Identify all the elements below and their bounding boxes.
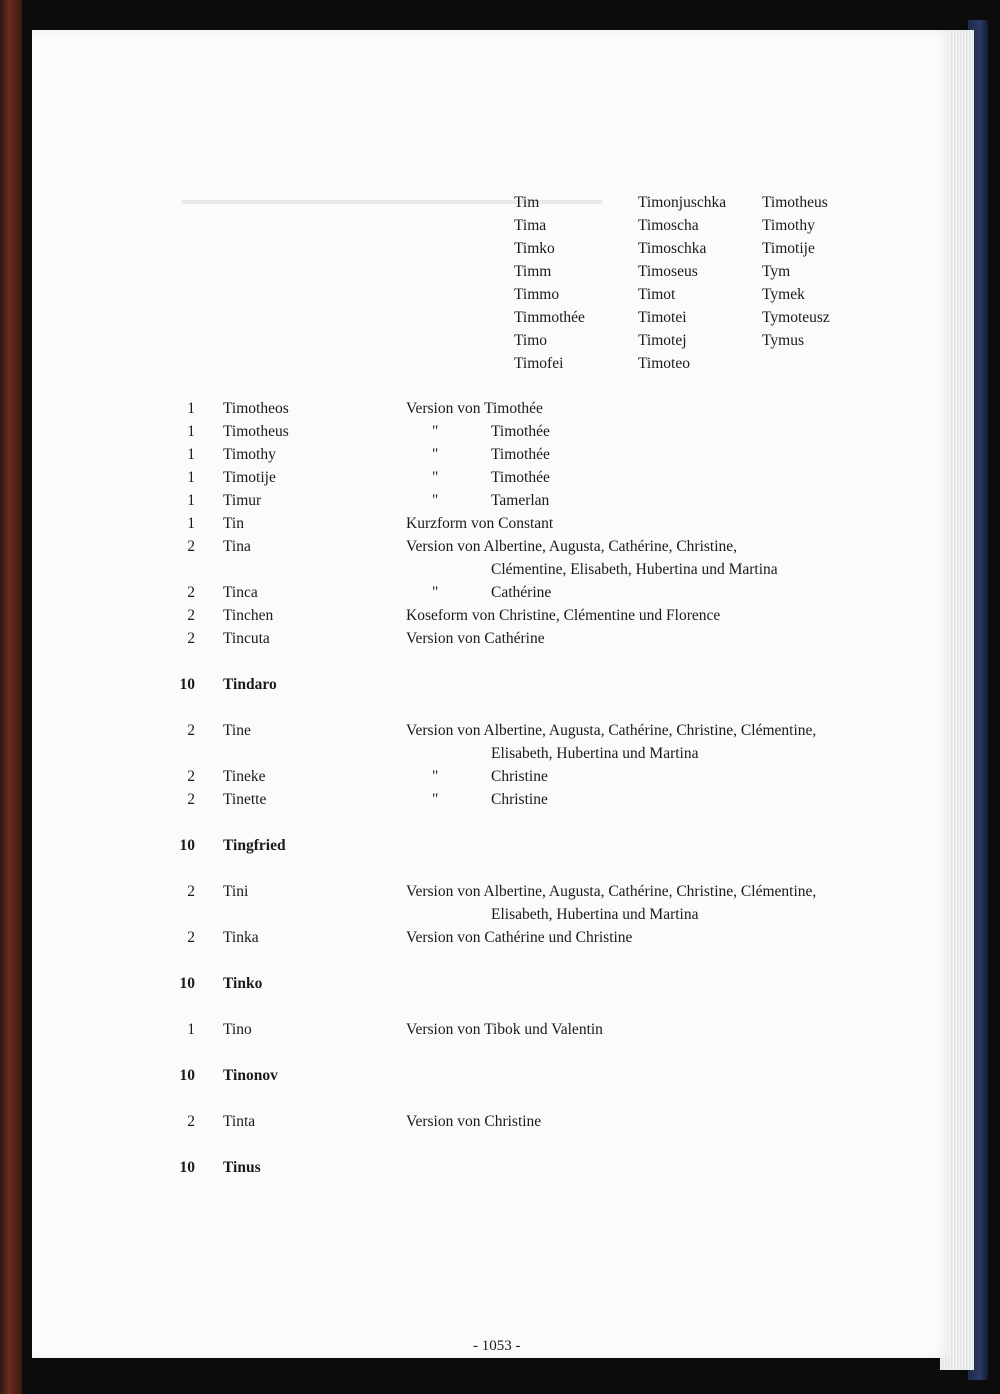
ditto-mark: " <box>432 446 439 463</box>
entry-name: Tingfried <box>223 837 286 854</box>
entry-definition: Version von Albertine, Augusta, Cathérine, Christine, Clémentine, <box>406 883 817 900</box>
top-name-3: Tymek <box>762 286 805 303</box>
entry-name: Tine <box>223 722 251 739</box>
entry-definition: Koseform von Christine, Clémentine und Florence <box>406 607 721 624</box>
entry-definition: Version von Cathérine und Christine <box>406 929 633 946</box>
entry-number: 2 <box>187 929 195 946</box>
ditto-mark: " <box>432 492 439 509</box>
top-name-3: Tym <box>762 263 791 280</box>
entry-name: Timothy <box>223 446 276 463</box>
top-name-1: Timmothée <box>514 309 585 326</box>
entry-name: Timur <box>223 492 262 509</box>
entry-definition: Version von Christine <box>406 1113 542 1130</box>
entry-name: Tini <box>223 883 249 900</box>
entry-name: Tinette <box>223 791 267 808</box>
ditto-mark: " <box>432 469 439 486</box>
entry-number: 1 <box>187 423 195 440</box>
top-name-2: Timotei <box>638 309 687 326</box>
entry-number: 10 <box>179 1067 195 1084</box>
entry-number: 1 <box>187 446 195 463</box>
entry-number: 2 <box>187 722 195 739</box>
entry-name: Tindaro <box>223 676 277 693</box>
entry-name: Tinka <box>223 929 259 946</box>
entry-name: Tinko <box>223 975 263 992</box>
book-spine <box>0 0 22 1394</box>
entry-name: Tineke <box>223 768 266 785</box>
top-name-1: Tima <box>514 217 547 234</box>
entry-number: 1 <box>187 469 195 486</box>
entry-number: 2 <box>187 607 195 624</box>
ditto-mark: " <box>432 584 439 601</box>
entry-name: Timotheus <box>223 423 289 440</box>
entry-number: 2 <box>187 768 195 785</box>
entry-name: Tina <box>223 538 251 555</box>
top-name-1: Timofei <box>514 355 564 372</box>
top-name-2: Timoscha <box>638 217 699 234</box>
top-name-2: Timoteo <box>638 355 690 372</box>
entry-definition-continued: Clémentine, Elisabeth, Hubertina und Martina <box>491 561 778 578</box>
top-name-2: Timoseus <box>638 263 698 280</box>
top-name-1: Timo <box>514 332 548 349</box>
entry-name: Tincuta <box>223 630 270 647</box>
entry-name: Timotije <box>223 469 276 486</box>
entry-definition: Version von Albertine, Augusta, Cathérine, Christine, <box>406 538 738 555</box>
entry-definition: Timothée <box>491 446 550 463</box>
entry-number: 10 <box>179 975 195 992</box>
entry-number: 2 <box>187 584 195 601</box>
entry-definition-continued: Elisabeth, Hubertina und Martina <box>491 906 699 923</box>
top-name-3: Timotheus <box>762 194 828 211</box>
top-name-3: Timotije <box>762 240 815 257</box>
ditto-mark: " <box>432 768 439 785</box>
entry-number: 10 <box>179 676 195 693</box>
top-name-1: Timko <box>514 240 555 257</box>
entry-definition: Kurzform von Constant <box>406 515 554 532</box>
entry-definition: Cathérine <box>491 584 552 601</box>
entry-name: Timotheos <box>223 400 289 417</box>
entry-definition: Version von Timothée <box>406 400 543 417</box>
entry-number: 1 <box>187 400 195 417</box>
entry-definition-continued: Elisabeth, Hubertina und Martina <box>491 745 699 762</box>
entry-number: 2 <box>187 1113 195 1130</box>
entry-name: Tin <box>223 515 244 532</box>
top-name-3: Tymus <box>762 332 804 349</box>
top-name-1: Timmo <box>514 286 560 303</box>
top-name-2: Timot <box>638 286 676 303</box>
ditto-mark: " <box>432 423 439 440</box>
top-name-2: Timonjuschka <box>638 194 727 211</box>
entry-definition: Christine <box>491 768 548 785</box>
top-name-3: Tymoteusz <box>762 309 830 326</box>
entry-name: Tinchen <box>223 607 274 624</box>
top-name-1: Tim <box>514 194 540 211</box>
entry-name: Tinonov <box>223 1067 278 1084</box>
top-name-3: Timothy <box>762 217 815 234</box>
entry-number: 1 <box>187 515 195 532</box>
entry-definition: Tamerlan <box>491 492 550 509</box>
entry-number: 2 <box>187 538 195 555</box>
entry-definition: Christine <box>491 791 548 808</box>
entry-number: 1 <box>187 1021 195 1038</box>
entry-number: 2 <box>187 630 195 647</box>
entry-name: Tinta <box>223 1113 256 1130</box>
entry-number: 10 <box>179 837 195 854</box>
entry-definition: Timothée <box>491 469 550 486</box>
entry-name: Tino <box>223 1021 252 1038</box>
entry-number: 1 <box>187 492 195 509</box>
entry-name: Tinus <box>223 1159 261 1176</box>
entry-number: 10 <box>179 1159 195 1176</box>
entry-definition: Timothée <box>491 423 550 440</box>
ditto-mark: " <box>432 791 439 808</box>
entry-name: Tinca <box>223 584 258 601</box>
entry-definition: Version von Cathérine <box>406 630 545 647</box>
top-name-2: Timotej <box>638 332 687 349</box>
entry-definition: Version von Albertine, Augusta, Cathérine, Christine, Clémentine, <box>406 722 817 739</box>
entry-number: 2 <box>187 791 195 808</box>
page-number: - 1053 - <box>473 1338 521 1354</box>
top-name-1: Timm <box>514 263 552 280</box>
entry-definition: Version von Tibok und Valentin <box>406 1021 603 1038</box>
top-name-2: Timoschka <box>638 240 707 257</box>
book-page <box>32 30 950 1358</box>
entry-number: 2 <box>187 883 195 900</box>
